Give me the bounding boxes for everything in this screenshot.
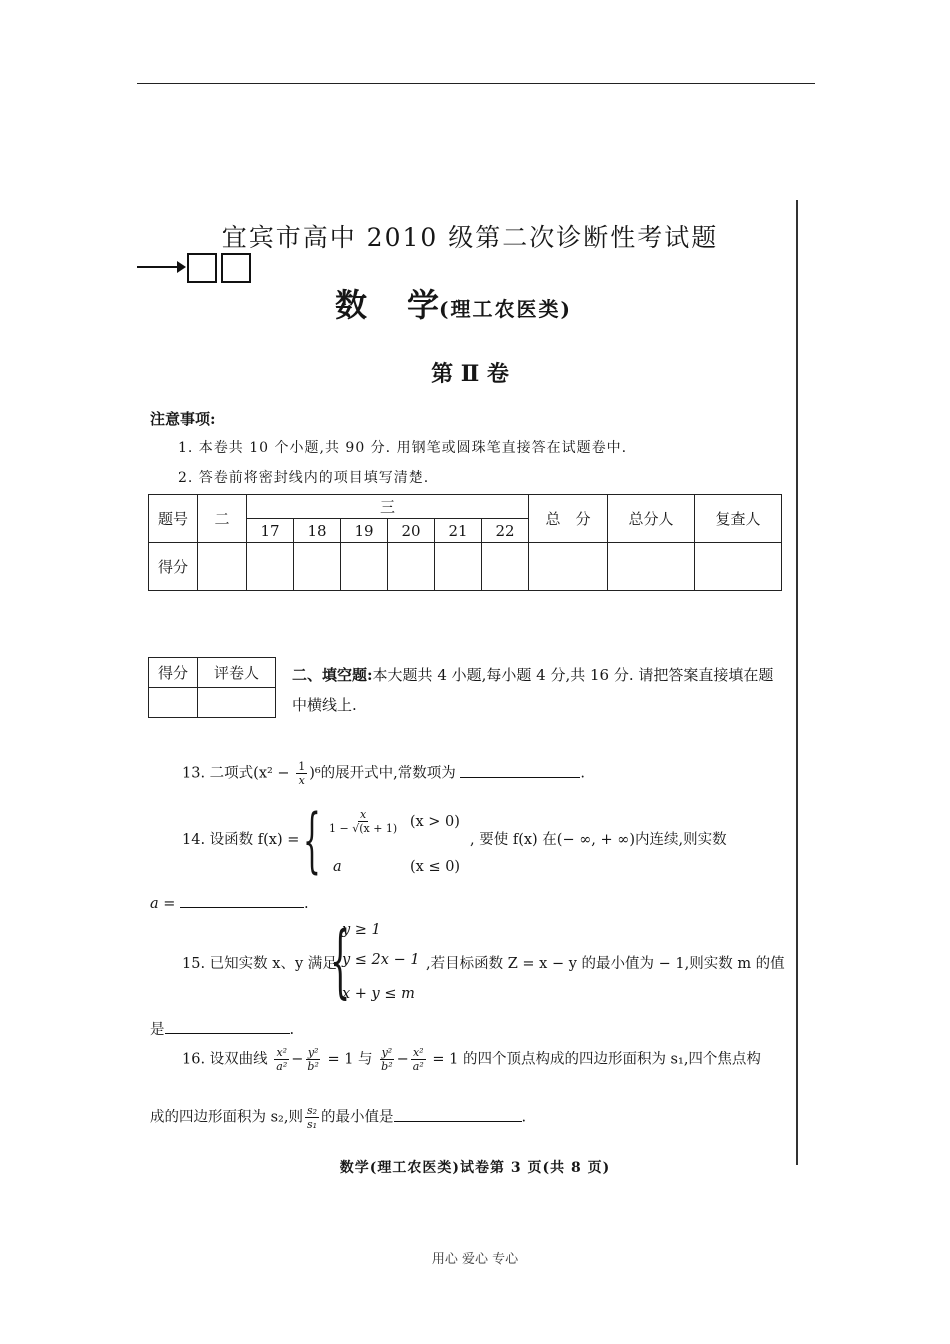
volume-label: 第 Ⅱ 卷 <box>431 361 509 387</box>
q13-end: . <box>580 765 585 782</box>
checkbox-square-1 <box>187 253 217 283</box>
q16-frac-4-den: a² <box>412 1060 424 1073</box>
score-cell[interactable] <box>247 543 294 591</box>
score-cell[interactable] <box>435 543 482 591</box>
score-cell[interactable] <box>388 543 435 591</box>
q16-mid: = 1 与 <box>327 1051 373 1068</box>
arrow-head-icon <box>177 261 186 273</box>
q16-frac-2 <box>305 1046 320 1073</box>
q14-case1-num: x <box>360 808 367 821</box>
question-16-line1: 16. 设双曲线 $\frac{\text{x²}}{\text{a²}}$ − $\frac{\text{y²}}{\text{b²}}$ = 1 与 $\frac{\text{y²}}{\text{b²}}$ − $\frac{\text{x²}}{\text{a²}}$ = 1 的四个顶点构成的四边形面积为 s₁,四个焦点构 <box>182 1046 761 1073</box>
exam-title: 宜宾市高中 2010 级第二次诊断性考试题 <box>221 223 719 252</box>
score-subcol: 17 <box>247 519 294 543</box>
q15-brace-icon: { <box>330 914 351 1007</box>
score-subcol: 21 <box>435 519 482 543</box>
score-cell[interactable] <box>608 543 695 591</box>
q14-brace-icon: { <box>303 799 321 881</box>
q14-case2-val: a <box>333 859 342 875</box>
q16-frac-4-num: x² <box>412 1046 424 1059</box>
q14-suffix: , 要使 f(x) 在(− ∞, + ∞)内连续,则实数 <box>470 832 727 848</box>
score-cell[interactable] <box>198 543 247 591</box>
q15-constraint-2: y ≤ 2x − 1 <box>342 952 420 968</box>
q16-end: . <box>521 1109 527 1126</box>
q16-frac-3-num: y² <box>381 1046 393 1059</box>
q13-answer-blank[interactable] <box>460 763 580 778</box>
q16-frac-1-num: x² <box>276 1046 288 1059</box>
score-cell[interactable] <box>695 543 782 591</box>
q13-suffix: )⁶的展开式中,常数项为 <box>309 765 456 782</box>
q16-suffix: = 1 的四个顶点构成的四边形面积为 s₁,四个焦点构 <box>432 1051 761 1068</box>
q14-answer-label: a = <box>150 896 176 912</box>
score-subcol: 19 <box>341 519 388 543</box>
grader-box <box>148 657 276 718</box>
q14-case1-fraction <box>327 808 399 835</box>
section2-heading: 二、填空题: <box>292 666 373 684</box>
binding-line <box>796 200 798 1165</box>
grader-score-cell[interactable] <box>149 688 198 718</box>
q16-frac-2-den: b² <box>307 1060 319 1073</box>
section2-instructions <box>292 660 786 720</box>
q16-frac-5-den: s₁ <box>306 1118 318 1131</box>
q15-constraint-1: y ≥ 1 <box>342 922 381 938</box>
score-col-two: 二 <box>198 495 247 543</box>
q15-answer-label: 是 <box>150 1022 165 1038</box>
score-cell[interactable] <box>529 543 608 591</box>
score-table-header-label: 题号 <box>149 495 198 543</box>
q16-frac-1 <box>274 1046 289 1073</box>
score-cell[interactable] <box>294 543 341 591</box>
q14-answer-blank[interactable] <box>180 893 304 908</box>
q13-prefix: 13. 二项式(x² − <box>182 765 295 782</box>
grader-score-label: 得分 <box>149 658 198 688</box>
q16-answer-blank[interactable] <box>394 1107 522 1122</box>
score-table <box>148 494 782 591</box>
q15-suffix: ,若目标函数 Z = x − y 的最小值为 − 1,则实数 m 的值 <box>426 956 785 972</box>
q14-prefix: 14. 设函数 f(x) = <box>182 832 300 848</box>
score-cell[interactable] <box>482 543 529 591</box>
q14-end: . <box>304 896 309 912</box>
q16-line2-suffix: 的最小值是 <box>321 1109 394 1126</box>
q14-case2-cond: (x ≤ 0) <box>410 859 461 875</box>
score-col-total: 总 分 <box>529 495 608 543</box>
score-subcol: 22 <box>482 519 529 543</box>
question-16-line2 <box>150 1104 526 1131</box>
q16-frac-3 <box>379 1046 394 1073</box>
watermark-text: 用心 爱心 专心 <box>431 1252 519 1267</box>
top-rule <box>137 83 815 84</box>
note-item-2: 2. 答卷前将密封线内的项目填写清楚. <box>178 470 430 486</box>
arrow-icon <box>137 266 179 268</box>
q16-frac-2-num: y² <box>307 1046 319 1059</box>
score-col-reviewer: 复查人 <box>695 495 782 543</box>
q13-frac-num: 1 <box>298 760 306 773</box>
score-col-totaler: 总分人 <box>608 495 695 543</box>
section2-text: 本大题共 4 小题,每小题 4 分,共 16 分. 请把答案直接填在题中横线上. <box>292 666 774 714</box>
q16-frac-3-den: b² <box>381 1060 393 1073</box>
q13-frac-den: x <box>298 774 305 787</box>
score-cell[interactable] <box>341 543 388 591</box>
score-col-three: 三 <box>247 495 529 519</box>
q16-frac-5 <box>305 1104 319 1131</box>
q14-answer-line <box>150 893 309 912</box>
q13-fraction <box>296 760 307 787</box>
grader-label: 评卷人 <box>198 658 276 688</box>
note-item-1: 1. 本卷共 10 个小题,共 90 分. 用钢笔或圆珠笔直接答在试题卷中. <box>178 440 628 456</box>
subject-title <box>335 280 572 326</box>
q14-case1-cond: (x > 0) <box>409 813 460 830</box>
q16-prefix: 16. 设双曲线 <box>182 1051 268 1068</box>
score-subcol: 20 <box>388 519 435 543</box>
score-row-label: 得分 <box>149 543 198 591</box>
subject-sub: (理工农医类) <box>439 297 572 321</box>
grader-name-cell[interactable] <box>198 688 276 718</box>
checkbox-square-2 <box>221 253 251 283</box>
score-subcol: 18 <box>294 519 341 543</box>
notes-heading: 注意事项: <box>150 410 216 428</box>
page-footer: 数学(理工农医类)试卷第 3 页(共 8 页) <box>339 1160 611 1176</box>
question-13 <box>182 760 585 787</box>
subject-main-2: 学 <box>407 286 440 324</box>
q16-frac-1-den: a² <box>276 1060 288 1073</box>
q15-answer-line <box>150 1018 294 1039</box>
q14-case1-den: 1 − √(x + 1) <box>329 822 398 835</box>
q14-case1 <box>325 808 460 835</box>
q16-line2-prefix: 成的四边形面积为 s₂,则 <box>150 1109 303 1126</box>
q15-prefix: 15. 已知实数 x、y 满足 <box>182 956 337 972</box>
q15-constraint-3: x + y ≤ m <box>342 986 415 1002</box>
q15-answer-blank[interactable] <box>165 1019 290 1034</box>
subject-main-1: 数 <box>335 286 368 324</box>
q16-frac-5-num: s₂ <box>306 1104 318 1117</box>
q16-frac-4 <box>411 1046 426 1073</box>
q15-end: . <box>289 1022 295 1038</box>
